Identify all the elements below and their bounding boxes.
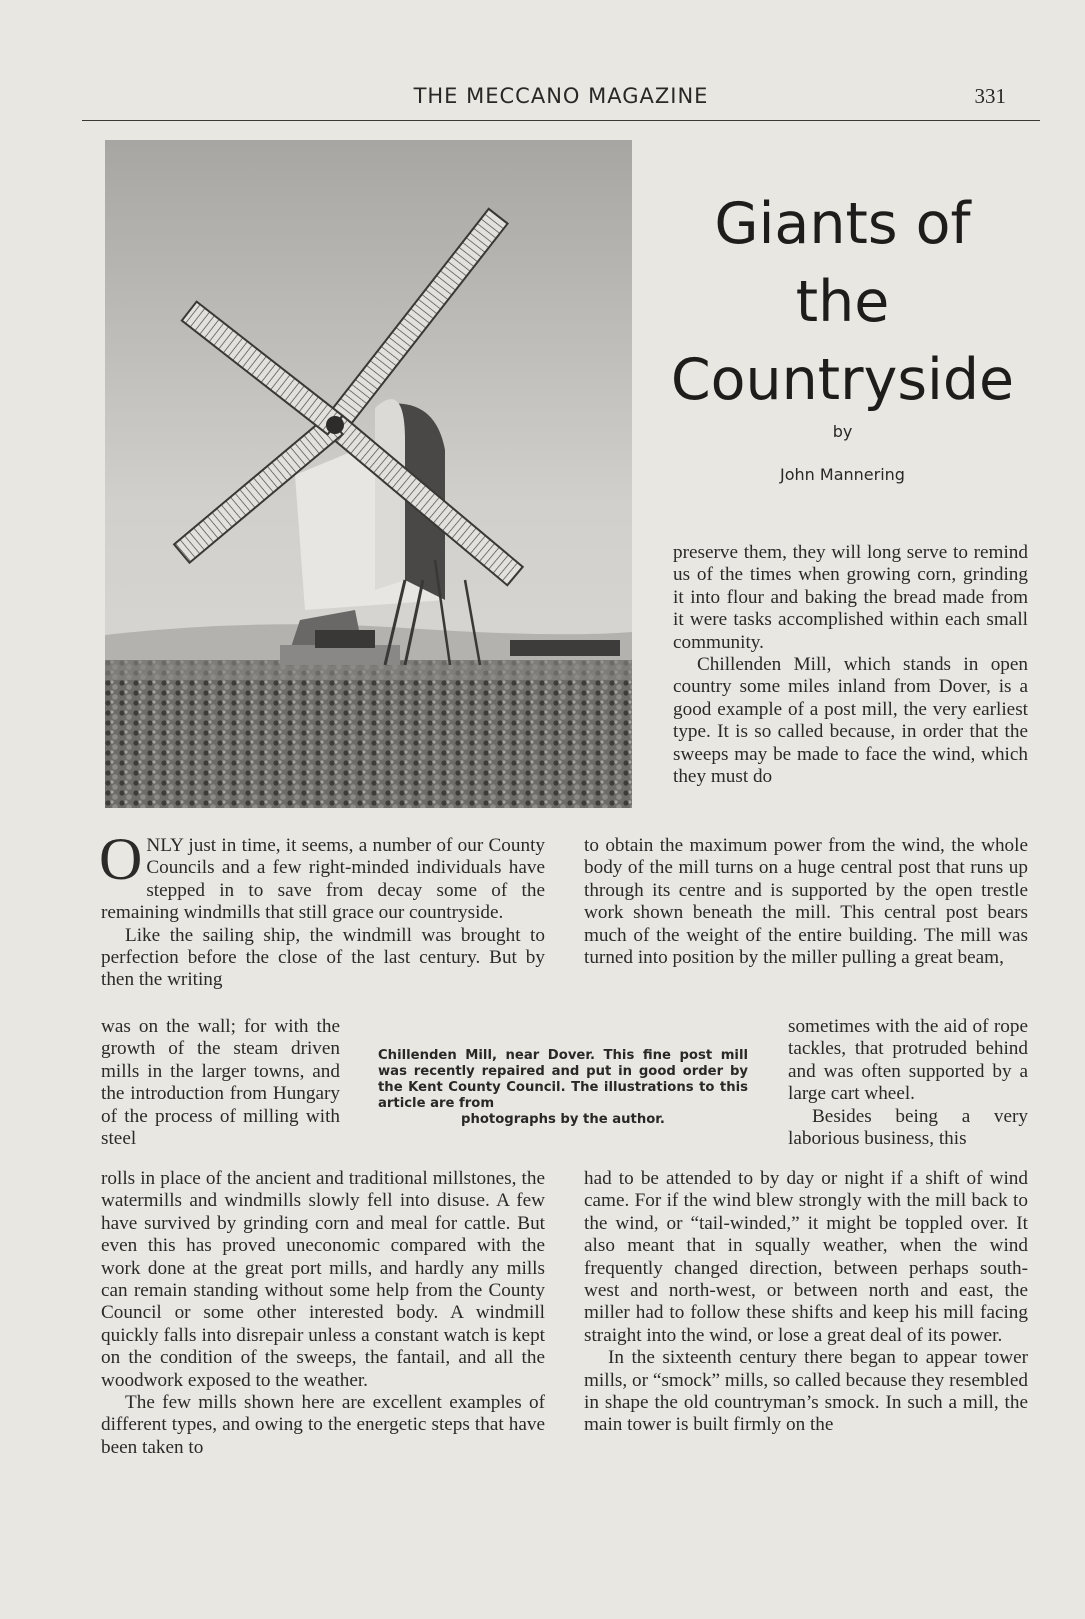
paragraph: The few mills shown here are excellent examples of different types, and owing to the energetic steps that have been taken to: [101, 1392, 545, 1458]
photo-caption: [378, 1048, 748, 1128]
paragraph: was on the wall; for with the growth of the steam driven mills in the larger towns, and the introduction from Hungary of the process of milling with steel: [101, 1016, 340, 1150]
paragraph: to obtain the maximum power from the wind, the whole body of the mill turns on a huge central post that runs up through its centre and is supported by the open trestle work shown beneath the mill. This central post bears much of the weight of the entire building. The mill was turned into position by the miller pulling a great beam,: [584, 835, 1028, 969]
windmill-illustration: [105, 140, 632, 808]
paragraph: Besides being a very laborious business, this: [788, 1105, 1028, 1150]
byline-author: John Mannering: [780, 465, 905, 484]
paragraph: preserve them, they will long serve to remind us of the times when growing corn, grinding it into flour and baking the bread made from it were tasks accomplished within each small community.: [673, 542, 1028, 653]
right-column-top: [673, 542, 1028, 788]
title-line-2: the: [795, 269, 890, 335]
paragraph: rolls in place of the ancient and traditional millstones, the watermills and windmills slowly fell into disuse. A few have survived by grinding corn and meal for cattle. But even this has proved uneconomic compared with the work done at the great port mills, and hardly any mills can remain standing without some help from the County Council or some other interested body. A windmill quickly falls into disrepair unless a constant watch is kept on the condition of the sweeps, the fantail, and all the woodwork exposed to the weather.: [101, 1168, 545, 1391]
paragraph: had to be attended to by day or night if a shift of wind came. For if the wind blew strongly with the mill back to the wind, or “tail-winded,” it might be toppled over. It also meant that in squally weather, when the wind frequently changed direction, between perhaps south-west and north-west, or between north and east, the miller had to follow these shifts and keep his mill facing straight into the wind, or lose a great deal of its power.: [584, 1168, 1028, 1346]
drop-cap: O: [99, 826, 143, 892]
running-header: [82, 80, 1040, 121]
caption-text: Chillenden Mill, near Dover. This fine post mill was recently repaired and put in good order by the Kent County Council. The illustrations to this article are from: [378, 1048, 748, 1111]
left-column-bottom: [101, 1168, 545, 1459]
right-column-narrow: [788, 1016, 1028, 1150]
page-number: 331: [974, 84, 1006, 108]
paragraph-text: NLY just in time, it seems, a number of our County Councils and a few right-minded individuals have stepped in to save from decay some of the remaining windmills that still grace our countryside.: [101, 835, 545, 924]
left-column-top: [99, 826, 545, 992]
right-column-middle: [584, 835, 1028, 969]
byline-by: by: [832, 422, 853, 441]
title-line-1: Giants of: [714, 191, 971, 257]
paragraph: Like the sailing ship, the windmill was brought to perfection before the close of the last century. But by then the writing: [101, 924, 545, 991]
left-column-narrow: [101, 1016, 340, 1150]
paragraph: In the sixteenth century there began to appear tower mills, or “smock” mills, so called because they resembled in shape the old countryman’s smock. In such a mill, the main tower is built firmly on the: [584, 1347, 1028, 1436]
article-title: [660, 185, 1025, 419]
windmill-photo: [105, 140, 632, 808]
right-column-bottom: [584, 1168, 1028, 1437]
paragraph: Chillenden Mill, which stands in open country some miles inland from Dover, is a good example of a post mill, the very earliest type. It is so called because, in order that the sweeps may be made to face the wind, which they must do: [673, 654, 1028, 788]
magazine-title: THE MECCANO MAGAZINE: [413, 84, 709, 108]
paragraph: sometimes with the aid of rope tackles, that protruded behind and was often supported by a large cart wheel.: [788, 1016, 1028, 1105]
caption-last-line: photographs by the author.: [461, 1112, 665, 1127]
title-line-3: Countryside: [670, 347, 1015, 413]
paragraph: [99, 826, 545, 925]
